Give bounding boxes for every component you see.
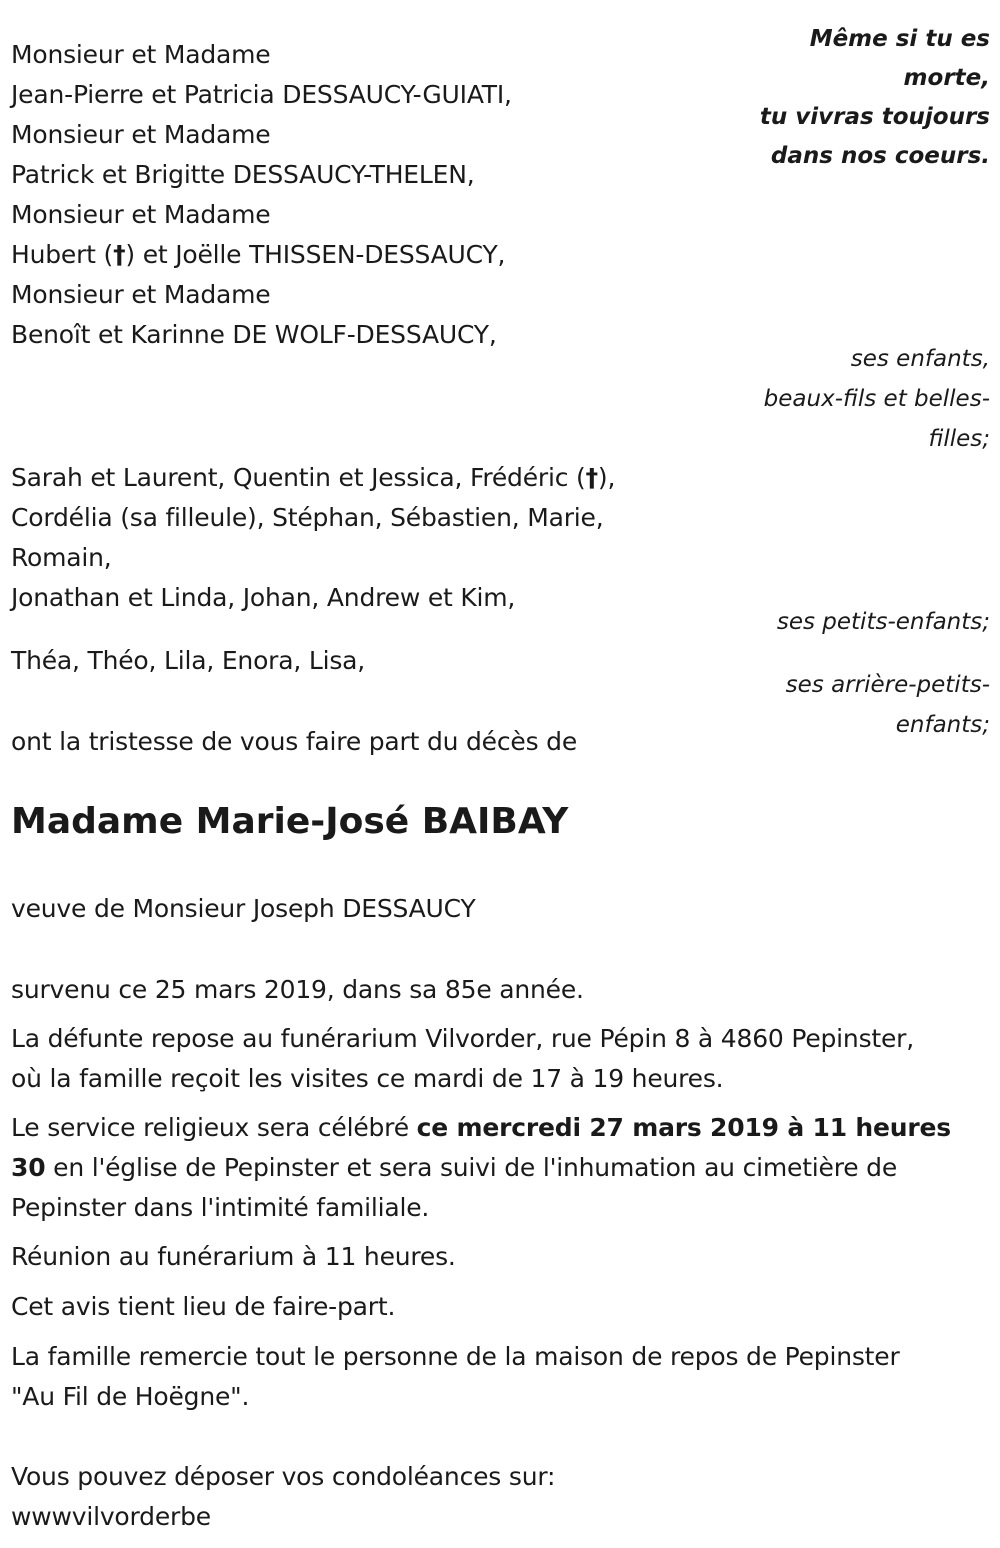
notice: Cet avis tient lieu de faire-part. [11, 1292, 396, 1321]
quote-line: morte, [903, 65, 990, 91]
grandchildren-text-a: Sarah et Laurent, Quentin et Jessica, Frédéric ( [11, 463, 586, 492]
family-line: Monsieur et Madame [11, 40, 271, 69]
relation-line: beaux-fils et belles- [763, 386, 990, 412]
family-line: Monsieur et Madame [11, 280, 271, 309]
viewing-line: La défunte repose au funérarium Vilvorder, rue Pépin 8 à 4860 Pepinster, [11, 1024, 915, 1053]
grandchildren-line: Jonathan et Linda, Johan, Andrew et Kim, [11, 583, 516, 612]
relation-line: ses arrière-petits- [785, 672, 990, 698]
thanks-line: La famille remercie tout le personne de la maison de repos de Pepinster [11, 1342, 900, 1371]
hubert-text-b: ) et Joëlle THISSEN-DESSAUCY, [125, 240, 506, 269]
quote-line: dans nos coeurs. [770, 143, 990, 169]
relation-line: ses enfants, [850, 346, 990, 372]
cross-icon: † [113, 240, 126, 269]
family-line: Jean-Pierre et Patricia DESSAUCY-GUIATI, [11, 80, 512, 109]
family-line: Benoît et Karinne DE WOLF-DESSAUCY, [11, 320, 497, 349]
grandchildren-line [11, 458, 615, 498]
cross-icon: † [585, 463, 598, 492]
announcement: ont la tristesse de vous faire part du décès de [11, 727, 578, 756]
family-line-hubert [11, 235, 505, 275]
service-line [11, 1108, 951, 1148]
relation-children [764, 339, 990, 459]
service-line: Pepinster dans l'intimité familiale. [11, 1193, 430, 1222]
reunion: Réunion au funérarium à 11 heures. [11, 1242, 456, 1271]
hubert-text-a: Hubert ( [11, 240, 114, 269]
condolences-link[interactable]: wwwvilvorderbe [11, 1502, 211, 1531]
condolences-line: Vous pouvez déposer vos condoléances sur: [11, 1462, 556, 1491]
great-grandchildren-line: Théa, Théo, Lila, Enora, Lisa, [11, 646, 366, 675]
deceased-name: Madame Marie-José BAIBAY [11, 801, 569, 842]
family-line: Patrick et Brigitte DESSAUCY-THELEN, [11, 160, 475, 189]
family-line: Monsieur et Madame [11, 120, 271, 149]
quote [760, 20, 990, 176]
grandchildren-text-b: ), [597, 463, 616, 492]
grandchildren-line: Romain, [11, 543, 112, 572]
relation-line: filles; [928, 426, 990, 452]
relation-great-grandchildren [786, 665, 990, 745]
thanks-line: "Au Fil de Hoëgne". [11, 1382, 250, 1411]
viewing-line: où la famille reçoit les visites ce mardi de 17 à 19 heures. [11, 1064, 724, 1093]
widow-of: veuve de Monsieur Joseph DESSAUCY [11, 894, 476, 923]
service-date: ce mercredi 27 mars 2019 à 11 heures [416, 1113, 951, 1142]
relation-line: enfants; [895, 712, 990, 738]
death-info: survenu ce 25 mars 2019, dans sa 85e année. [11, 975, 584, 1004]
quote-line: tu vivras toujours [759, 104, 990, 130]
service-prefix: Le service religieux sera célébré [11, 1113, 417, 1142]
grandchildren-line: Cordélia (sa filleule), Stéphan, Sébastien, Marie, [11, 503, 604, 532]
family-line: Monsieur et Madame [11, 200, 271, 229]
service-date-cont: 30 [11, 1153, 46, 1182]
service-rest: en l'église de Pepinster et sera suivi de l'inhumation au cimetière de [45, 1153, 898, 1182]
service-line [11, 1148, 897, 1188]
relation-grandchildren: ses petits-enfants; [776, 609, 990, 635]
quote-line: Même si tu es [809, 26, 990, 52]
